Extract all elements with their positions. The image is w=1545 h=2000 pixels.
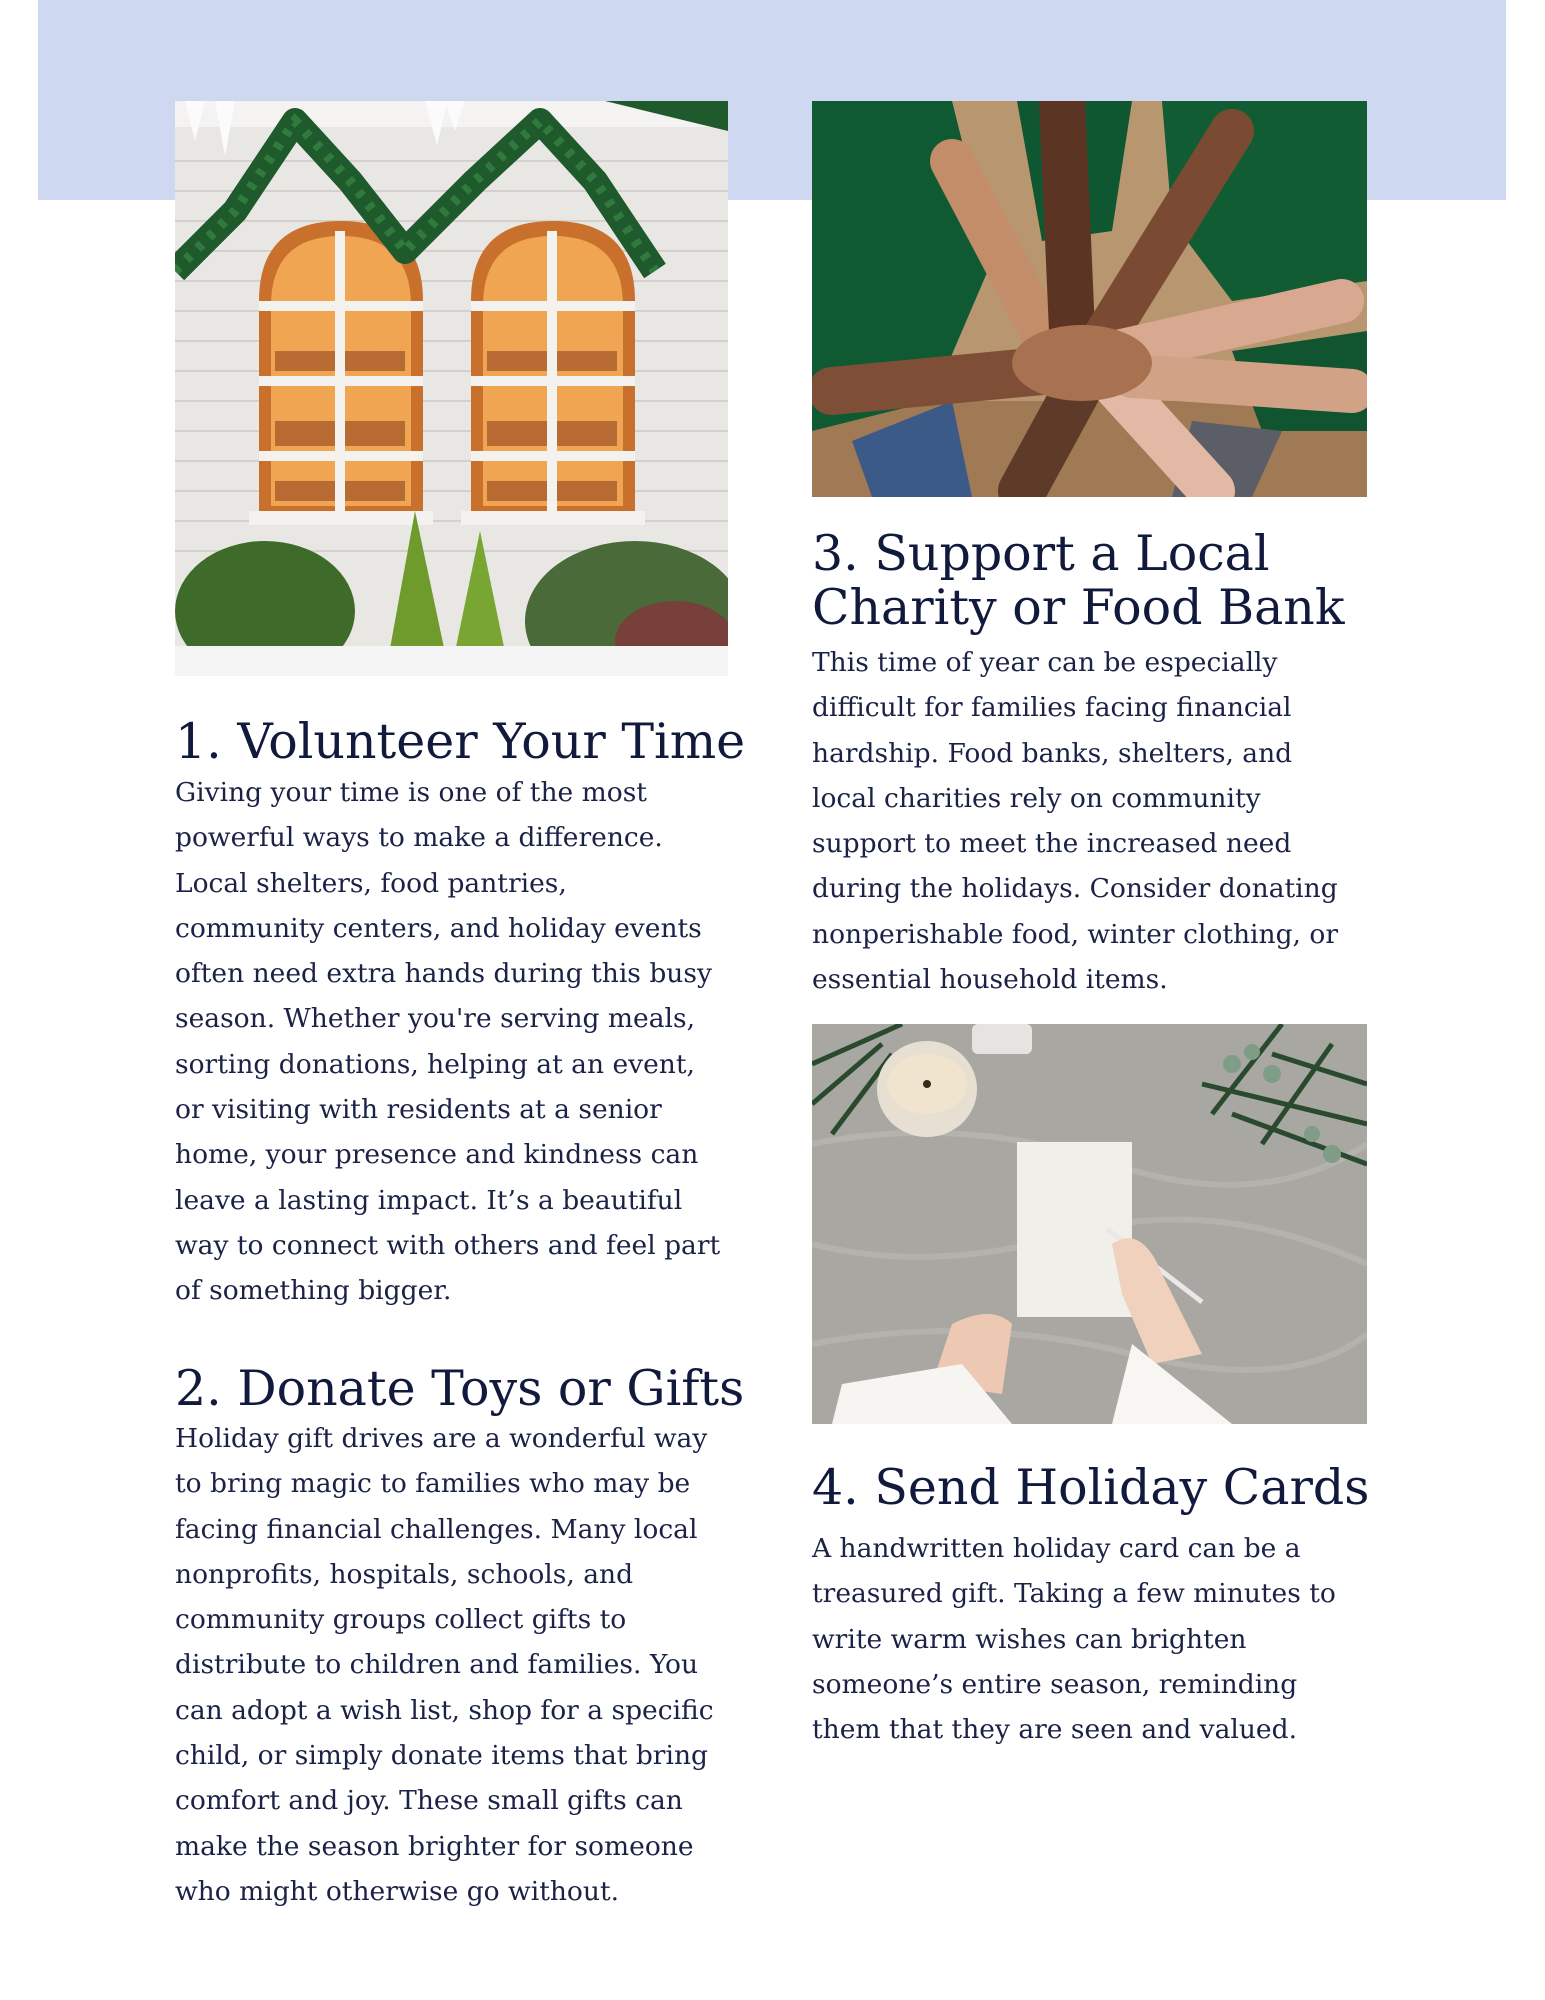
section-4-body	[812, 1526, 1336, 1752]
section-1-line: way to connect with others and feel part	[175, 1229, 721, 1261]
section-1-line: leave a lasting impact. It’s a beautiful	[175, 1184, 683, 1216]
section-3-line: difficult for families facing financial	[812, 692, 1292, 724]
holiday-storefront-photo	[175, 101, 728, 676]
section-1-line: Local shelters, food pantries,	[175, 867, 567, 899]
writing-card-photo	[812, 1024, 1367, 1424]
section-3-title-line: 3. Support a Local	[812, 525, 1270, 582]
section-2-line: facing financial challenges. Many local	[175, 1513, 698, 1545]
section-2-line: distribute to children and families. You	[175, 1649, 699, 1681]
section-1-line: powerful ways to make a difference.	[175, 822, 663, 854]
section-2-line: to bring magic to families who may be	[175, 1468, 691, 1500]
section-3-line: hardship. Food banks, shelters, and	[812, 737, 1293, 769]
section-1-line: or visiting with residents at a senior	[175, 1094, 662, 1126]
section-3-line: local charities rely on community	[812, 782, 1261, 814]
section-1-body	[175, 770, 720, 1314]
section-2-body	[175, 1416, 714, 1914]
section-3-body	[812, 640, 1338, 1002]
section-2-line: who might otherwise go without.	[175, 1875, 620, 1907]
section-2-line: can adopt a wish list, shop for a specific	[175, 1694, 714, 1726]
section-2-line: child, or simply donate items that bring	[175, 1740, 708, 1772]
section-2-line: make the season brighter for someone	[175, 1830, 694, 1862]
section-4-line: them that they are seen and valued.	[812, 1714, 1297, 1746]
section-3-line: essential household items.	[812, 964, 1168, 996]
section-1-line: Giving your time is one of the most	[175, 777, 647, 808]
section-1-line: of something bigger.	[175, 1275, 452, 1307]
section-2-line: Holiday gift drives are a wonderful way	[175, 1423, 708, 1454]
section-4-line: treasured gift. Taking a few minutes to	[812, 1578, 1336, 1610]
section-4-line: A handwritten holiday card can be a	[812, 1533, 1301, 1564]
section-4-line: write warm wishes can brighten	[812, 1623, 1247, 1655]
section-2-line: nonprofits, hospitals, schools, and	[175, 1558, 634, 1590]
section-1-line: home, your presence and kindness can	[175, 1139, 699, 1171]
section-3-title	[812, 527, 1345, 635]
section-3-line: nonperishable food, winter clothing, or	[812, 918, 1339, 950]
section-2-title: 2. Donate Toys or Gifts	[175, 1360, 745, 1417]
section-1-title: 1. Volunteer Your Time	[175, 713, 746, 770]
section-1-line: often need extra hands during this busy	[175, 958, 712, 990]
section-4-title: 4. Send Holiday Cards	[812, 1459, 1370, 1516]
hands-together-photo	[812, 101, 1367, 497]
section-3-line: during the holidays. Consider donating	[812, 873, 1338, 905]
section-3-line: support to meet the increased need	[812, 828, 1292, 860]
section-2-line: comfort and joy. These small gifts can	[175, 1785, 683, 1817]
section-4-line: someone’s entire season, reminding	[812, 1668, 1298, 1700]
section-1-line: season. Whether you're serving meals,	[175, 1003, 696, 1035]
section-1-line: sorting donations, helping at an event,	[175, 1048, 695, 1080]
section-2-line: community groups collect gifts to	[175, 1604, 627, 1636]
section-3-line: This time of year can be especially	[812, 647, 1278, 678]
section-1-line: community centers, and holiday events	[175, 912, 702, 944]
section-3-title-line: Charity or Food Bank	[812, 579, 1345, 636]
